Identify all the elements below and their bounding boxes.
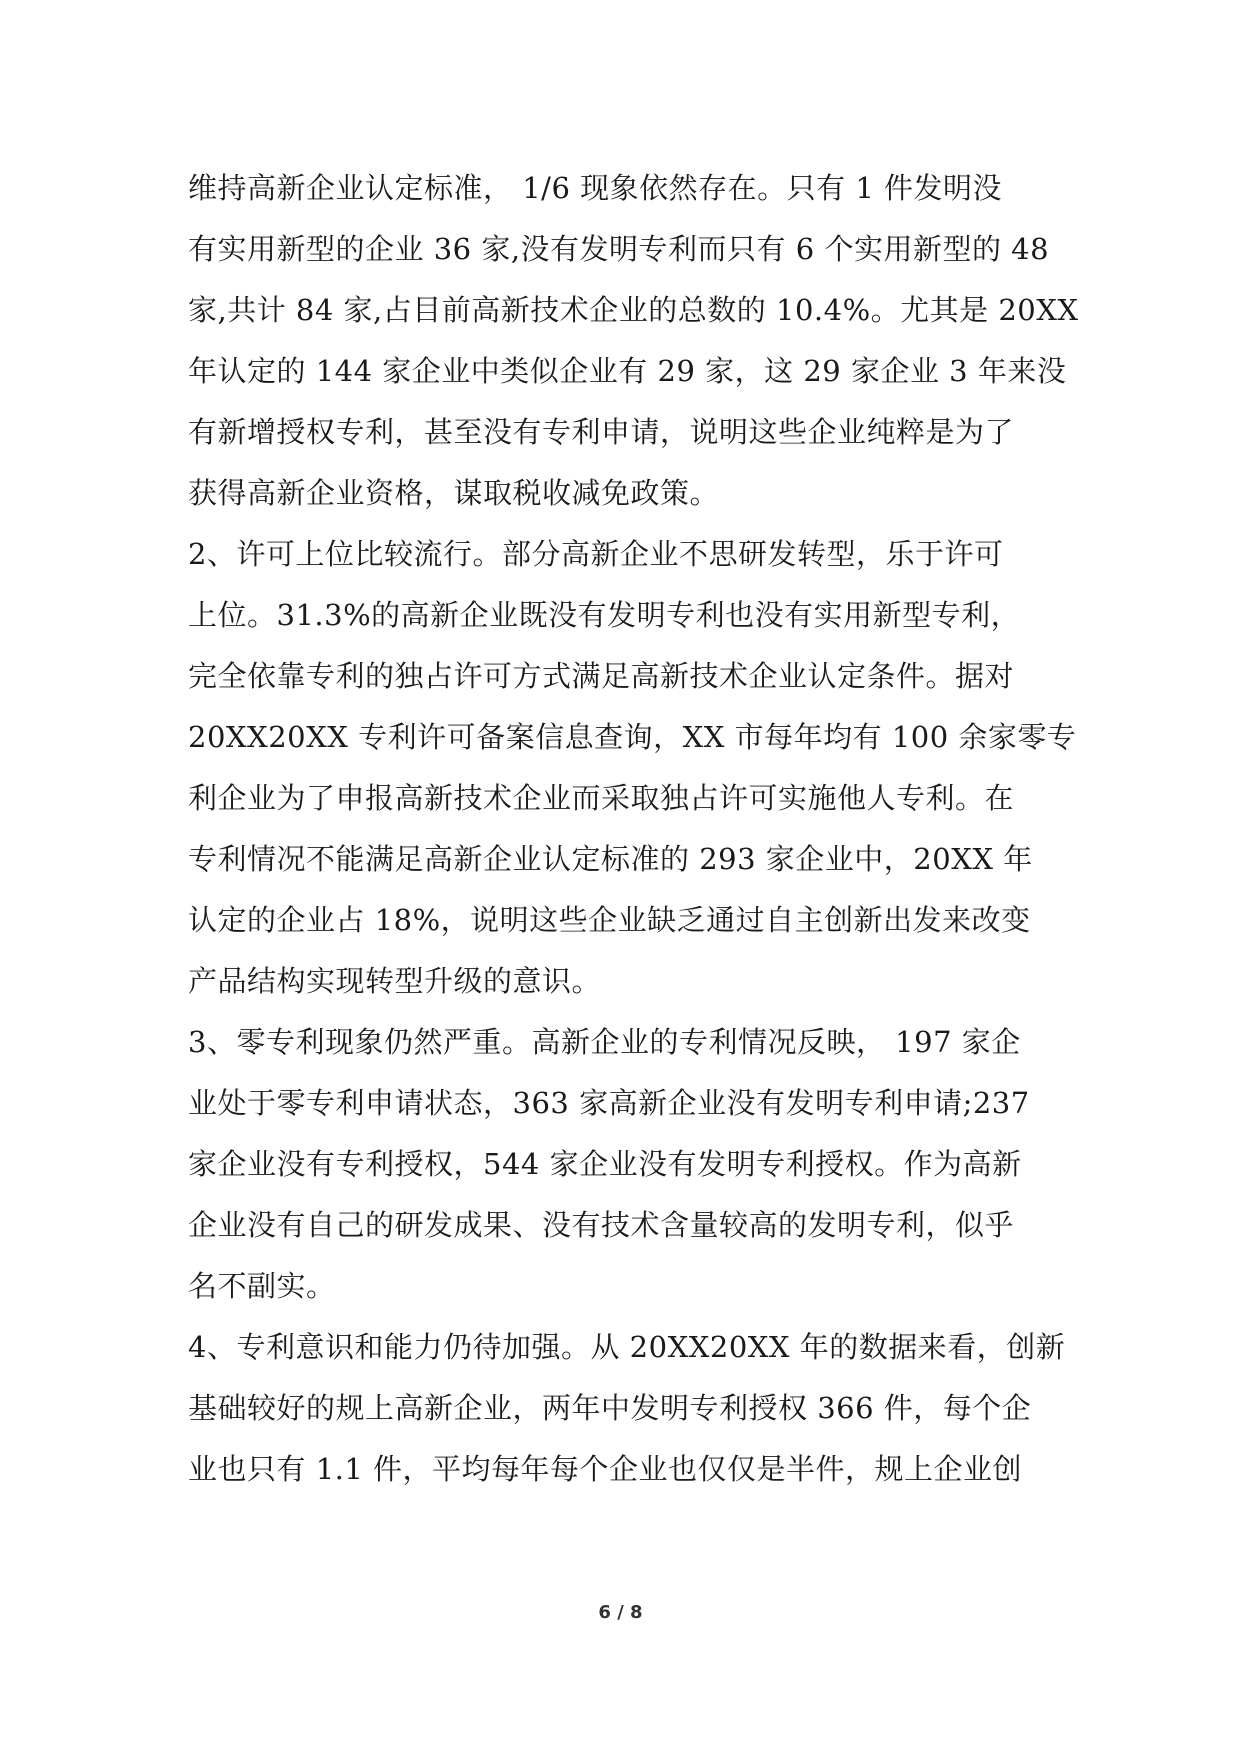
text-line: 2、许可上位比较流行。部分高新企业不思研发转型，乐于许可 xyxy=(188,537,1004,571)
text-line: 维持高新企业认定标准， 1/6 现象依然存在。只有 1 件发明没 xyxy=(188,171,1002,205)
text-line: 上位。31.3%的高新企业既没有发明专利也没有实用新型专利， xyxy=(188,598,1021,632)
text-line: 利企业为了申报高新技术企业而采取独占许可实施他人专利。在 xyxy=(188,781,1015,815)
text-line: 名不副实。 xyxy=(188,1269,336,1303)
text-line: 家,共计 84 家,占目前高新技术企业的总数的 10.4%。尤其是 20XX xyxy=(188,293,1079,327)
text-line: 4、专利意识和能力仍待加强。从 20XX20XX 年的数据来看，创新 xyxy=(188,1330,1066,1364)
text-line: 基础较好的规上高新企业，两年中发明专利授权 366 件，每个企 xyxy=(188,1391,1032,1425)
text-line: 业处于零专利申请状态，363 家高新企业没有发明专利申请;237 xyxy=(188,1086,1030,1120)
text-line: 20XX20XX 专利许可备案信息查询，XX 市每年均有 100 余家零专 xyxy=(188,720,1077,754)
text-line: 获得高新企业资格，谋取税收减免政策。 xyxy=(188,476,720,510)
text-line: 认定的企业占 18%，说明这些企业缺乏通过自主创新出发来改变 xyxy=(188,903,1031,937)
text-line: 有实用新型的企业 36 家,没有发明专利而只有 6 个实用新型的 48 xyxy=(188,232,1050,266)
text-line: 年认定的 144 家企业中类似企业有 29 家，这 29 家企业 3 年来没 xyxy=(188,354,1067,388)
text-line: 企业没有自己的研发成果、没有技术含量较高的发明专利，似乎 xyxy=(188,1208,1015,1242)
page-number: 6 / 8 xyxy=(598,1602,643,1623)
text-line: 家企业没有专利授权，544 家企业没有发明专利授权。作为高新 xyxy=(188,1147,1022,1181)
document-body xyxy=(188,158,1079,1500)
text-line: 产品结构实现转型升级的意识。 xyxy=(188,964,602,998)
text-line: 有新增授权专利，甚至没有专利申请，说明这些企业纯粹是为了 xyxy=(188,415,1015,449)
text-line: 专利情况不能满足高新企业认定标准的 293 家企业中，20XX 年 xyxy=(188,842,1033,876)
text-line: 完全依靠专利的独占许可方式满足高新技术企业认定条件。据对 xyxy=(188,659,1015,693)
text-line: 3、零专利现象仍然严重。高新企业的专利情况反映， 197 家企 xyxy=(188,1025,1021,1059)
text-line: 业也只有 1.1 件，平均每年每个企业也仅仅是半件，规上企业创 xyxy=(188,1452,1023,1486)
